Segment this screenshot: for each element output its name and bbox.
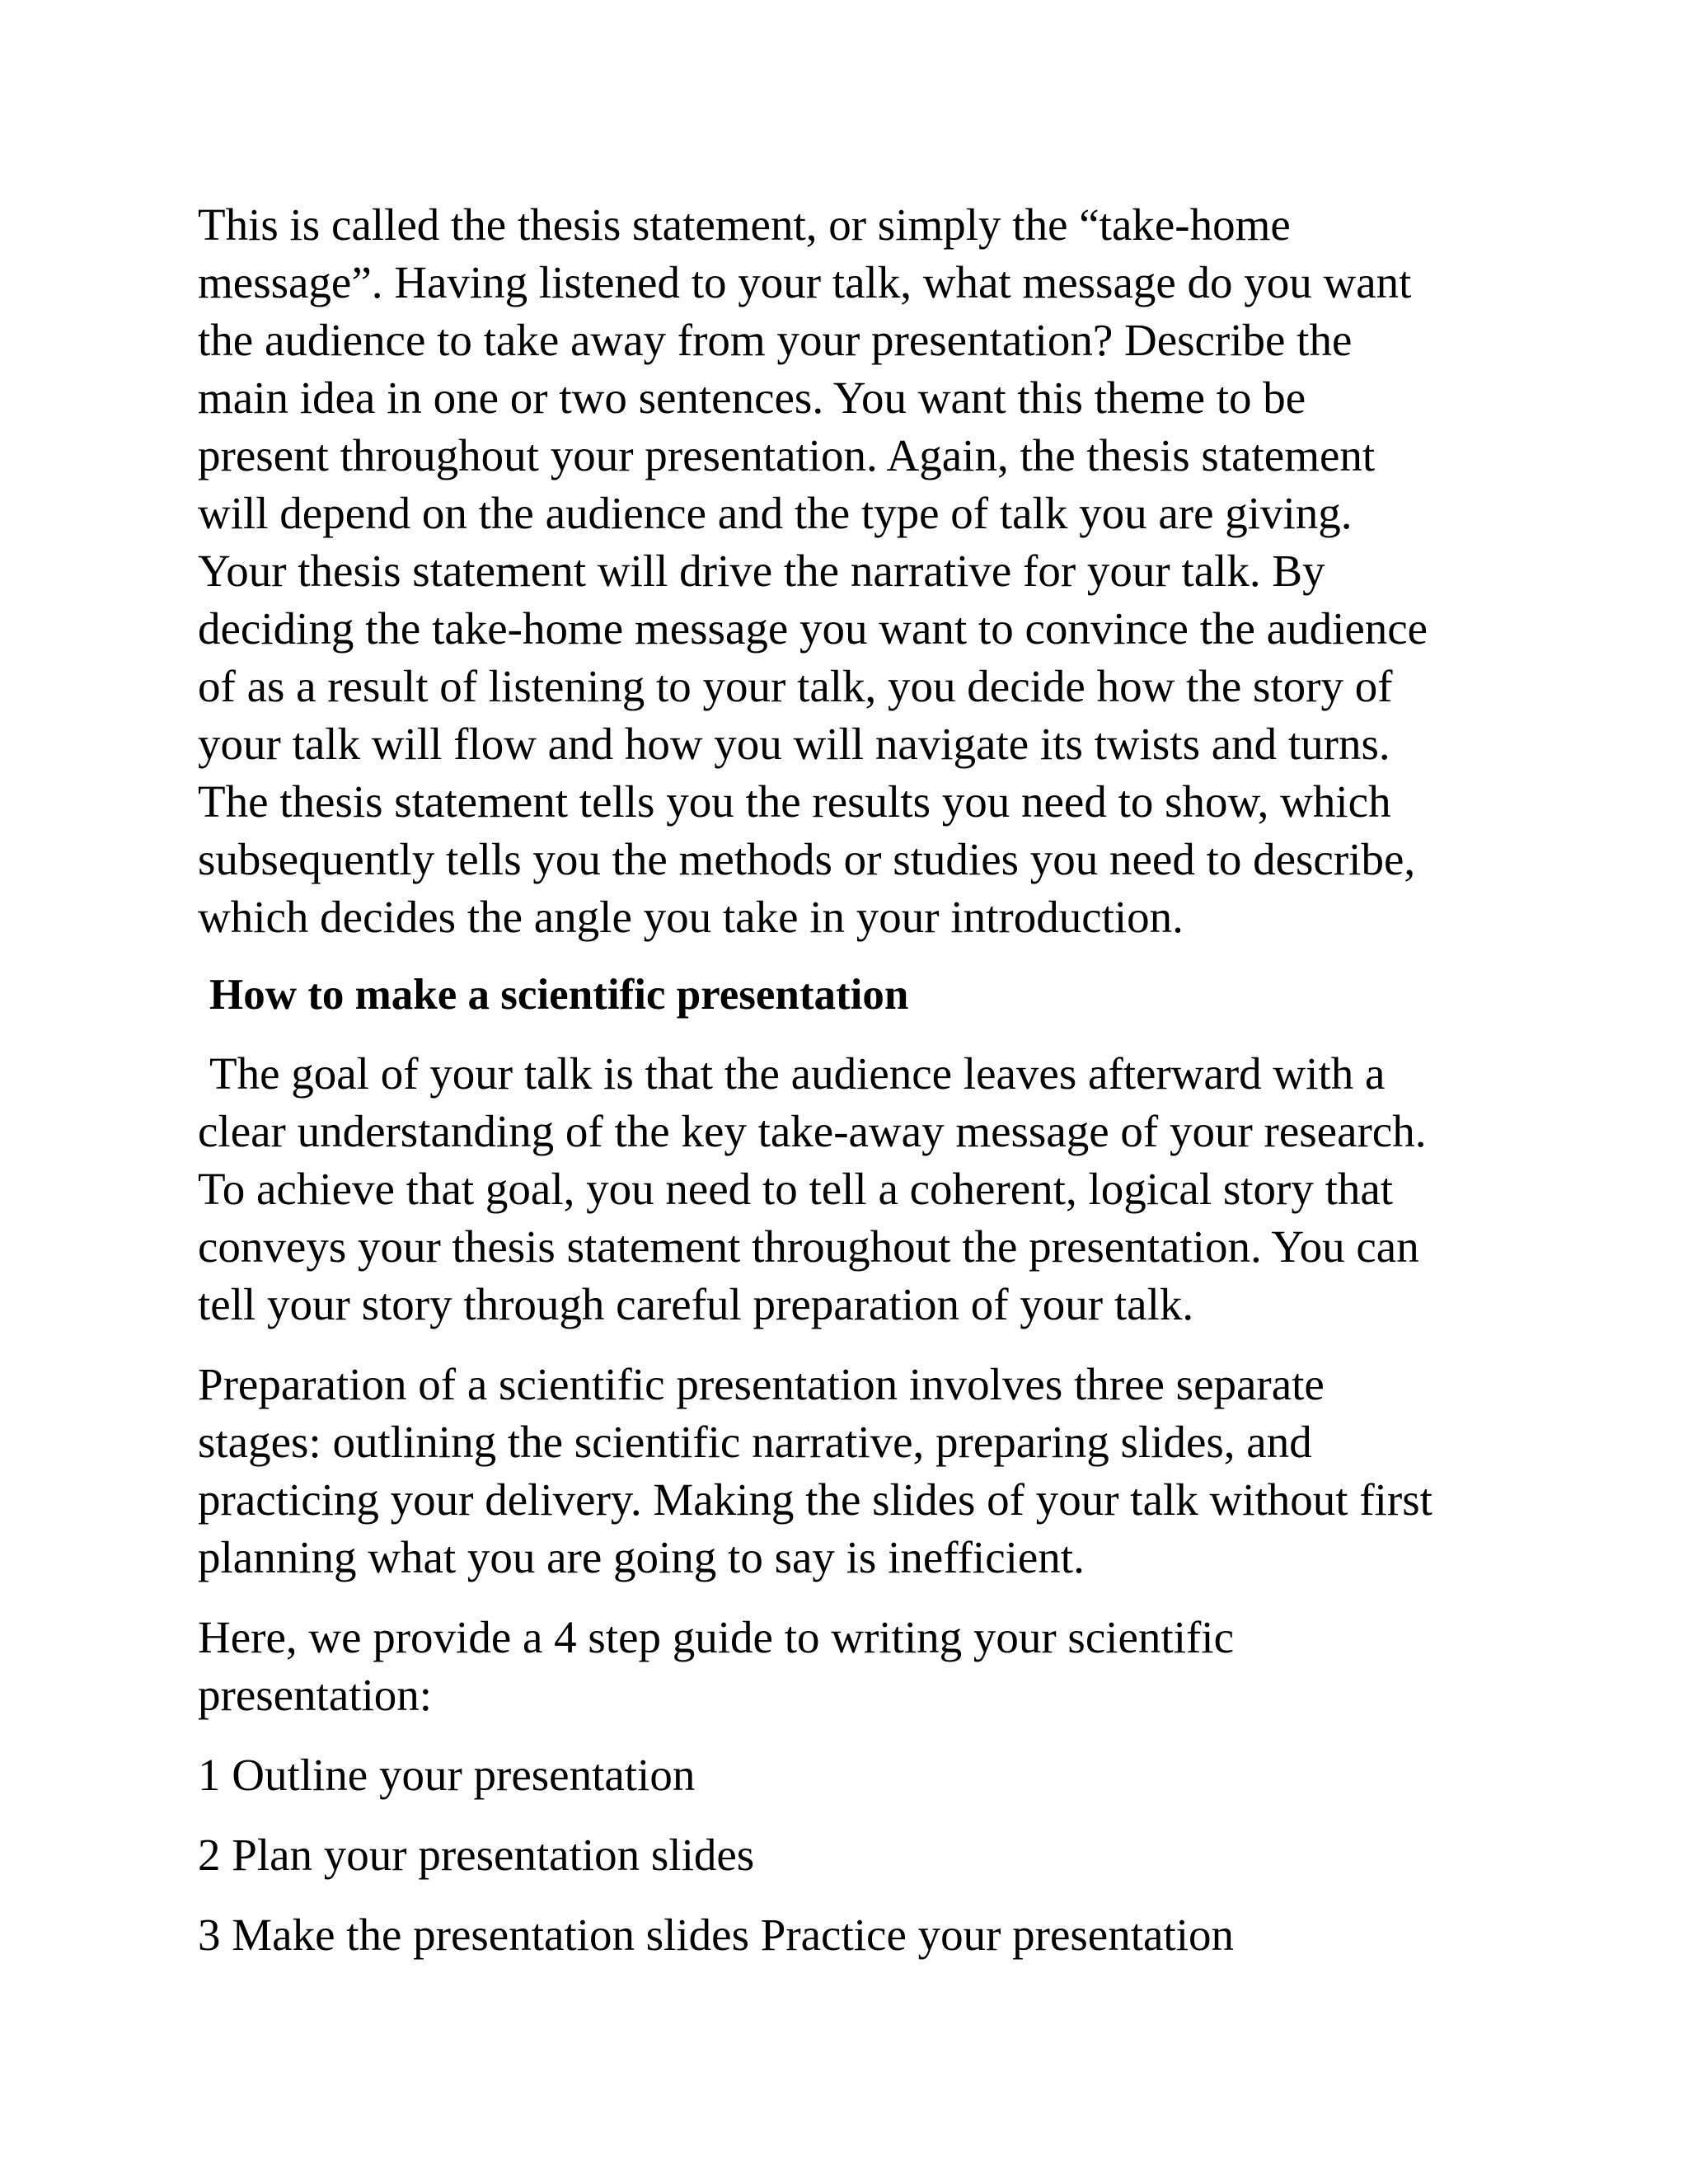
text-line: To achieve that goal, you need to tell a coherent, logical story that — [198, 1164, 1394, 1214]
text-line: present throughout your presentation. Again, the thesis statement — [198, 430, 1376, 480]
text-line: The thesis statement tells you the results you need to show, which — [198, 776, 1391, 827]
text-line: which decides the angle you take in your introduction. — [198, 892, 1184, 942]
paragraph-guide-intro — [198, 1609, 1517, 1724]
text-line: deciding the take-home message you want to convince the audience — [198, 603, 1428, 654]
step-3: 3 Make the presentation slides Practice your presentation — [198, 1910, 1234, 1960]
text-line: This is called the thesis statement, or simply the “take-home — [198, 199, 1291, 250]
text-line: tell your story through careful preparation of your talk. — [198, 1279, 1194, 1329]
text-line: the audience to take away from your presentation? Describe the — [198, 315, 1353, 365]
text-line: stages: outlining the scientific narrative, preparing slides, and — [198, 1417, 1312, 1467]
text-line: presentation: — [198, 1670, 433, 1720]
section-heading: How to make a scientific presentation — [209, 971, 909, 1019]
text-line: subsequently tells you the methods or studies you need to describe, — [198, 834, 1416, 884]
paragraph-preparation — [198, 1356, 1517, 1586]
paragraph-goal — [198, 1045, 1517, 1333]
document-body — [198, 196, 1517, 1964]
text-line: The goal of your talk is that the audience leaves afterward with a — [209, 1048, 1386, 1099]
text-line: main idea in one or two sentences. You want this theme to be — [198, 373, 1306, 423]
text-line: will depend on the audience and the type of talk you are giving. — [198, 488, 1353, 538]
text-line: of as a result of listening to your talk, you decide how the story of — [198, 661, 1393, 711]
step-2: 2 Plan your presentation slides — [198, 1830, 755, 1880]
text-line: practicing your delivery. Making the slides of your talk without first — [198, 1474, 1432, 1525]
text-line: Here, we provide a 4 step guide to writing your scientific — [198, 1612, 1234, 1662]
text-line: conveys your thesis statement throughout the presentation. You can — [198, 1221, 1419, 1272]
text-line: message”. Having listened to your talk, what message do you want — [198, 257, 1412, 307]
paragraph-thesis-statement — [198, 196, 1517, 946]
text-line: Your thesis statement will drive the narrative for your talk. By — [198, 546, 1325, 596]
text-line: clear understanding of the key take-away message of your research. — [198, 1106, 1427, 1156]
step-1: 1 Outline your presentation — [198, 1750, 696, 1800]
text-line: Preparation of a scientific presentation involves three separate — [198, 1359, 1325, 1409]
text-line: planning what you are going to say is inefficient. — [198, 1532, 1085, 1582]
text-line: your talk will flow and how you will navigate its twists and turns. — [198, 719, 1390, 769]
